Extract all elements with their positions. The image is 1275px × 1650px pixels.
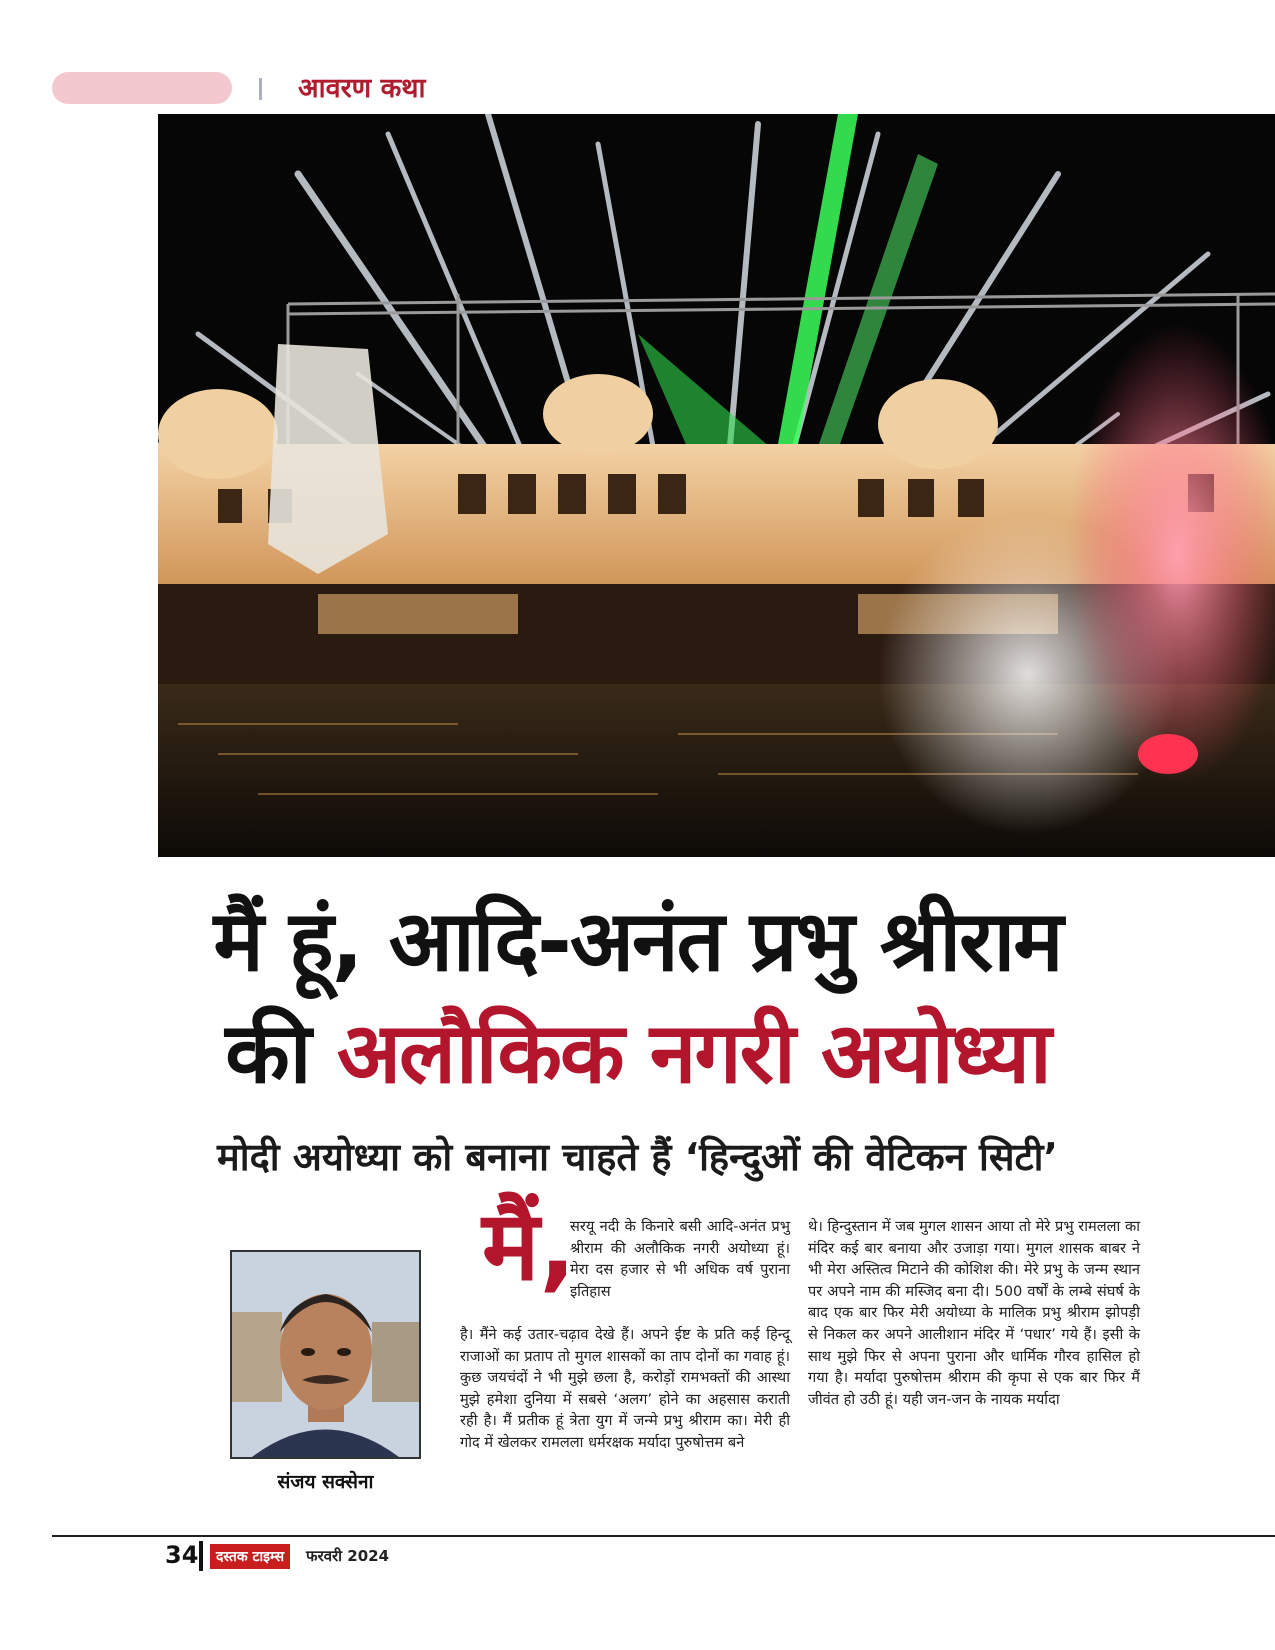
issue-date: फरवरी 2024 [306,1547,390,1565]
footer-separator [199,1541,203,1571]
header-pill [52,72,232,104]
article-paragraph: है। मैंने कई उतार-चढ़ाव देखे हैं। अपने ईष्ट के प्रति कई हिन्दू राजाओं का प्रताप तो मुगल शासकों का ताप दोनों का गवाह हूं। कुछ जयचंदों ने भी मुझे छला है, करोड़ों रामभक्तों की आस्था मुझे हमेशा दुनिया में सबसे ‘अलग’ होने का अहसास कराती रही है। मैं प्रतीक हूं त्रेता युग में जन्मे प्रभु श्रीराम का। मेरी ही गोद में खेलकर रामलला धर्मरक्षक मर्यादा पुरुषोत्तम बने [460,1326,790,1451]
footer-rule [52,1535,1275,1537]
header-separator [259,78,262,100]
headline-line2 [0,992,1275,1107]
article-paragraph: सरयू नदी के किनारे बसी आदि-अनंत प्रभु श्रीराम की अलौकिक नगरी अयोध्या हूं। मेरा दस हजार से भी अधिक वर्ष पुराना इतिहास [570,1218,790,1300]
subtitle: मोदी अयोध्या को बनाना चाहते हैं ‘हिन्दुओं की वेटिकन सिटी’ [217,1135,1058,1179]
article-col1-bottom [460,1324,790,1454]
page-number: 34 [165,1541,199,1569]
headline-line1: मैं हूं, आदि-अनंत प्रभु श्रीराम [213,892,1062,990]
white-drape [268,344,388,574]
drop-cap: मैं, [482,1190,576,1302]
author-photo [230,1250,421,1459]
author-name: संजय सक्सेना [277,1471,374,1493]
magazine-logo: दस्तक टाइम्स [210,1544,290,1569]
article-paragraph: थे। हिन्दुस्तान में जब मुगल शासन आया तो मेरे प्रभु रामलला का मंदिर कई बार बनाया और उजाड़ा गया। मुगल शासक बाबर ने भी मेरा अस्तित्व मिटाने की कोशिश की। मेरे प्रभु के जन्म स्थान पर अपने नाम की मस्जिद बना दी। 500 वर्षों के लम्बे संघर्ष के बाद एक बार फिर मेरी अयोध्या के मालिक प्रभु श्रीराम झोपड़ी से निकल कर अपने आलीशान मंदिर में ‘पधार’ गये हैं। इसी के साथ मुझे फिर से अपना पुराना और धार्मिक गौरव हासिल हो गया है। मर्यादा पुरुषोत्तम श्रीराम की कृपा से एक बार फिर मैं जीवंत हो उठी हूं। यही जन-जन के नायक मर्यादा [808,1218,1140,1408]
cover-photo [158,114,1275,857]
section-label: आवरण कथा [298,73,426,104]
headline-line2-prefix: की [225,1004,337,1102]
article-col2 [808,1216,1140,1410]
headline-highlight: अलौकिक नगरी अयोध्या [336,1004,1050,1102]
article-col1-top [570,1216,790,1302]
